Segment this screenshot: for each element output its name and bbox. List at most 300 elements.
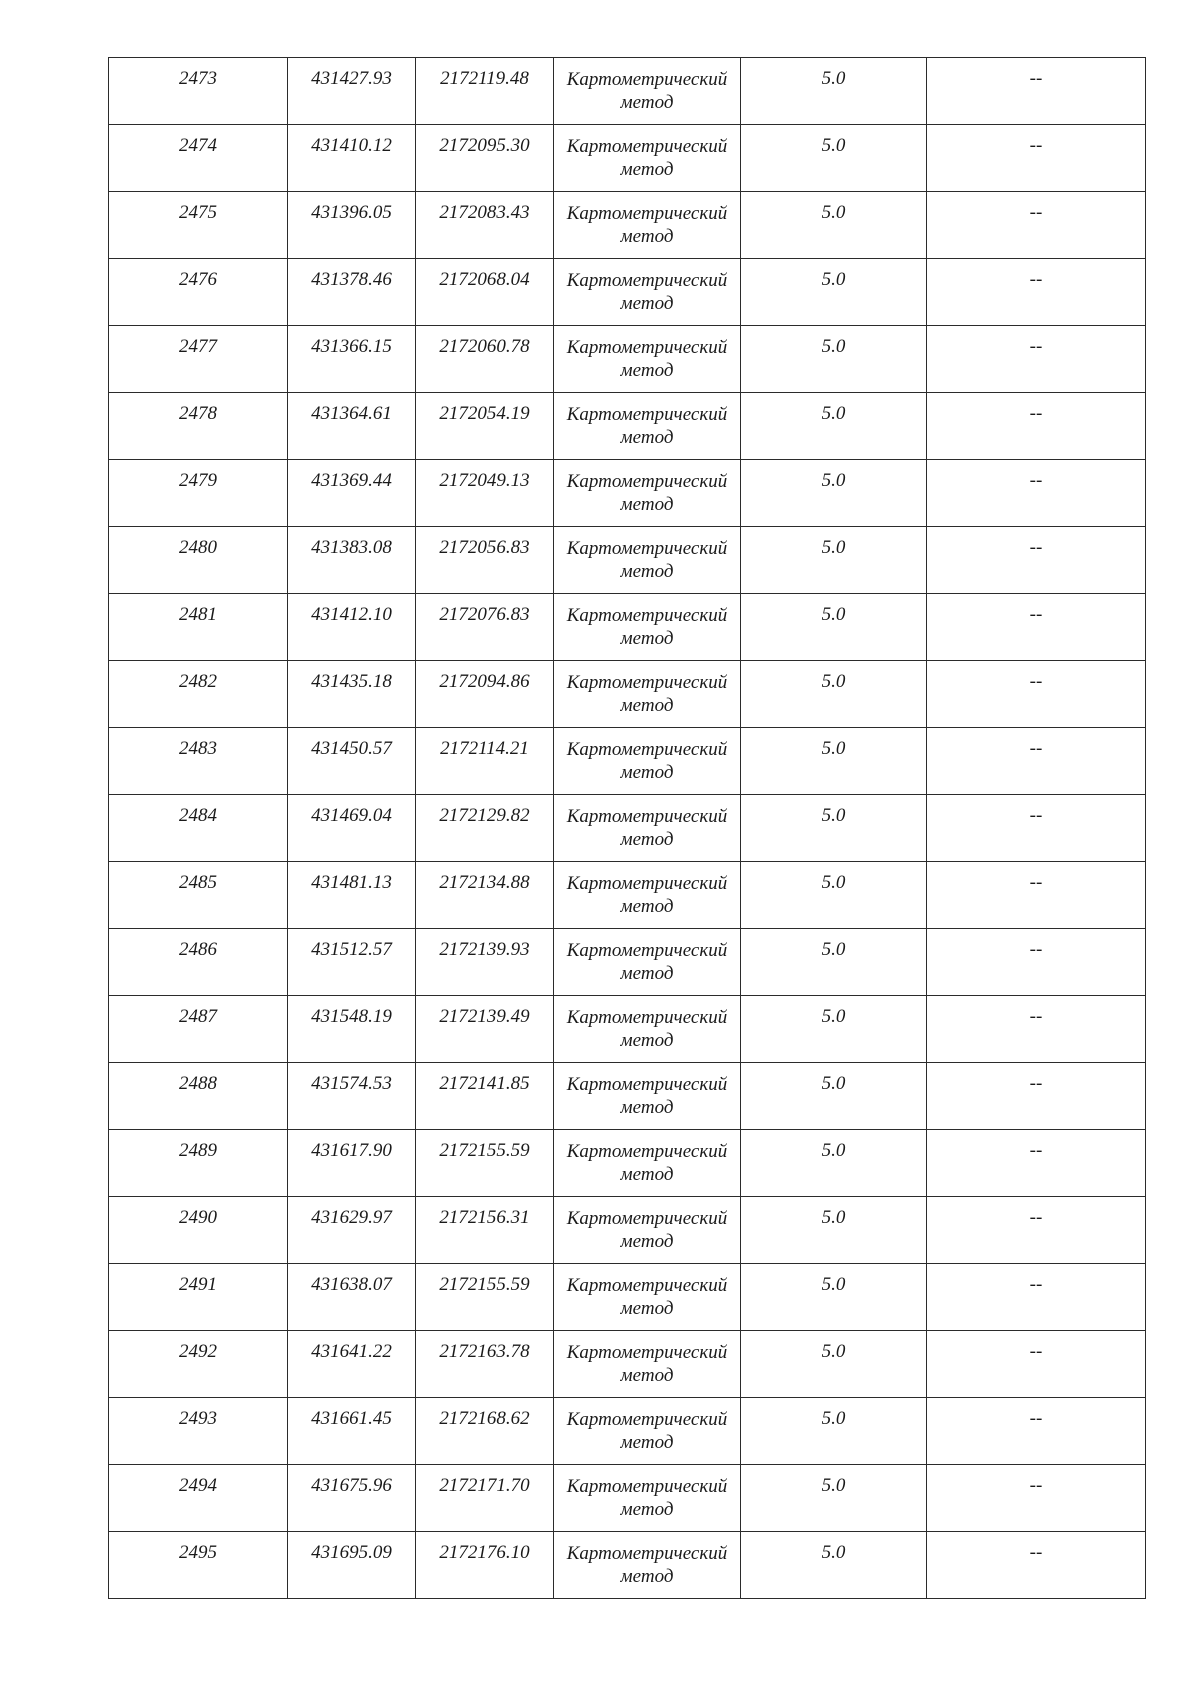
note-cell: [927, 594, 1146, 661]
point-number-cell-text: 2478: [179, 403, 217, 424]
table-row: [109, 1532, 1146, 1599]
accuracy-cell-text: 5.0: [821, 1341, 846, 1362]
note-cell-text: --: [1029, 604, 1043, 625]
note-cell: [927, 661, 1146, 728]
method-cell-text: Картометрический метод: [566, 1543, 728, 1587]
accuracy-cell: [741, 460, 927, 527]
y-coordinate-cell-text: 2172114.21: [440, 738, 529, 759]
table-row: [109, 125, 1146, 192]
note-cell-text: --: [1029, 1542, 1043, 1563]
method-cell-text: Картометрический метод: [566, 136, 728, 180]
note-cell-text: --: [1029, 269, 1043, 290]
x-coordinate-cell-text: 431364.61: [311, 403, 392, 424]
table-row: [109, 862, 1146, 929]
accuracy-cell-text: 5.0: [821, 1475, 846, 1496]
table-row: [109, 1264, 1146, 1331]
note-cell-text: --: [1029, 1207, 1043, 1228]
method-cell: [554, 460, 741, 527]
point-number-cell-text: 2492: [179, 1341, 217, 1362]
method-cell-text: Картометрический метод: [566, 538, 728, 582]
x-coordinate-cell: [288, 594, 416, 661]
method-cell: [554, 1532, 741, 1599]
x-coordinate-cell-text: 431427.93: [311, 68, 392, 89]
note-cell: [927, 1532, 1146, 1599]
accuracy-cell: [741, 259, 927, 326]
point-number-cell: [109, 1197, 288, 1264]
y-coordinate-cell-text: 2172094.86: [439, 671, 530, 692]
accuracy-cell: [741, 393, 927, 460]
point-number-cell-text: 2477: [179, 336, 217, 357]
x-coordinate-cell-text: 431661.45: [311, 1408, 392, 1429]
note-cell-text: --: [1029, 470, 1043, 491]
method-cell-text: Картометрический метод: [566, 404, 728, 448]
x-coordinate-cell: [288, 1264, 416, 1331]
point-number-cell: [109, 192, 288, 259]
y-coordinate-cell-text: 2172056.83: [439, 537, 530, 558]
point-number-cell: [109, 795, 288, 862]
method-cell: [554, 594, 741, 661]
point-number-cell-text: 2481: [179, 604, 217, 625]
y-coordinate-cell-text: 2172168.62: [439, 1408, 530, 1429]
x-coordinate-cell: [288, 58, 416, 125]
x-coordinate-cell-text: 431396.05: [311, 202, 392, 223]
x-coordinate-cell-text: 431638.07: [311, 1274, 392, 1295]
table-row: [109, 326, 1146, 393]
method-cell-text: Картометрический метод: [566, 1409, 728, 1453]
method-cell: [554, 929, 741, 996]
accuracy-cell: [741, 1130, 927, 1197]
method-cell: [554, 1063, 741, 1130]
accuracy-cell: [741, 1063, 927, 1130]
point-number-cell-text: 2474: [179, 135, 217, 156]
note-cell: [927, 527, 1146, 594]
x-coordinate-cell: [288, 1197, 416, 1264]
y-coordinate-cell: [416, 996, 554, 1063]
accuracy-cell: [741, 1264, 927, 1331]
x-coordinate-cell-text: 431629.97: [311, 1207, 392, 1228]
note-cell-text: --: [1029, 1274, 1043, 1295]
y-coordinate-cell-text: 2172068.04: [439, 269, 530, 290]
point-number-cell: [109, 862, 288, 929]
table-row: [109, 1331, 1146, 1398]
note-cell: [927, 460, 1146, 527]
note-cell-text: --: [1029, 872, 1043, 893]
note-cell: [927, 393, 1146, 460]
note-cell-text: --: [1029, 1006, 1043, 1027]
y-coordinate-cell: [416, 1331, 554, 1398]
x-coordinate-cell: [288, 1130, 416, 1197]
x-coordinate-cell-text: 431378.46: [311, 269, 392, 290]
accuracy-cell: [741, 326, 927, 393]
accuracy-cell: [741, 58, 927, 125]
method-cell: [554, 192, 741, 259]
accuracy-cell-text: 5.0: [821, 470, 846, 491]
y-coordinate-cell-text: 2172155.59: [439, 1274, 530, 1295]
table-row: [109, 929, 1146, 996]
method-cell-text: Картометрический метод: [566, 471, 728, 515]
note-cell: [927, 1130, 1146, 1197]
table-row: [109, 192, 1146, 259]
note-cell: [927, 1197, 1146, 1264]
method-cell-text: Картометрический метод: [566, 1074, 728, 1118]
x-coordinate-cell: [288, 996, 416, 1063]
note-cell: [927, 125, 1146, 192]
y-coordinate-cell: [416, 393, 554, 460]
note-cell: [927, 192, 1146, 259]
method-cell-text: Картометрический метод: [566, 806, 728, 850]
note-cell-text: --: [1029, 336, 1043, 357]
accuracy-cell-text: 5.0: [821, 135, 846, 156]
accuracy-cell-text: 5.0: [821, 202, 846, 223]
accuracy-cell-text: 5.0: [821, 1542, 846, 1563]
note-cell-text: --: [1029, 202, 1043, 223]
method-cell-text: Картометрический метод: [566, 1342, 728, 1386]
method-cell-text: Картометрический метод: [566, 69, 728, 113]
x-coordinate-cell: [288, 527, 416, 594]
accuracy-cell: [741, 862, 927, 929]
point-number-cell: [109, 594, 288, 661]
accuracy-cell-text: 5.0: [821, 537, 846, 558]
accuracy-cell: [741, 1197, 927, 1264]
accuracy-cell-text: 5.0: [821, 1006, 846, 1027]
method-cell-text: Картометрический метод: [566, 873, 728, 917]
method-cell: [554, 661, 741, 728]
method-cell-text: Картометрический метод: [566, 605, 728, 649]
method-cell: [554, 728, 741, 795]
y-coordinate-cell-text: 2172171.70: [439, 1475, 530, 1496]
x-coordinate-cell-text: 431512.57: [311, 939, 392, 960]
y-coordinate-cell: [416, 661, 554, 728]
table-row: [109, 393, 1146, 460]
note-cell-text: --: [1029, 135, 1043, 156]
point-number-cell: [109, 929, 288, 996]
x-coordinate-cell: [288, 460, 416, 527]
accuracy-cell-text: 5.0: [821, 671, 846, 692]
y-coordinate-cell-text: 2172134.88: [439, 872, 530, 893]
method-cell: [554, 527, 741, 594]
y-coordinate-cell: [416, 1063, 554, 1130]
y-coordinate-cell-text: 2172139.93: [439, 939, 530, 960]
point-number-cell: [109, 1331, 288, 1398]
y-coordinate-cell: [416, 1264, 554, 1331]
accuracy-cell-text: 5.0: [821, 1274, 846, 1295]
method-cell: [554, 862, 741, 929]
y-coordinate-cell-text: 2172054.19: [439, 403, 530, 424]
x-coordinate-cell-text: 431435.18: [311, 671, 392, 692]
x-coordinate-cell-text: 431366.15: [311, 336, 392, 357]
method-cell-text: Картометрический метод: [566, 1476, 728, 1520]
point-number-cell: [109, 996, 288, 1063]
y-coordinate-cell-text: 2172049.13: [439, 470, 530, 491]
method-cell-text: Картометрический метод: [566, 337, 728, 381]
x-coordinate-cell: [288, 326, 416, 393]
accuracy-cell: [741, 1398, 927, 1465]
note-cell: [927, 58, 1146, 125]
table-row: [109, 594, 1146, 661]
x-coordinate-cell-text: 431412.10: [311, 604, 392, 625]
note-cell-text: --: [1029, 1073, 1043, 1094]
method-cell-text: Картометрический метод: [566, 203, 728, 247]
accuracy-cell: [741, 929, 927, 996]
point-number-cell: [109, 58, 288, 125]
x-coordinate-cell-text: 431410.12: [311, 135, 392, 156]
x-coordinate-cell: [288, 728, 416, 795]
accuracy-cell: [741, 125, 927, 192]
table-row: [109, 527, 1146, 594]
method-cell: [554, 1130, 741, 1197]
y-coordinate-cell: [416, 192, 554, 259]
accuracy-cell: [741, 1465, 927, 1532]
note-cell: [927, 1331, 1146, 1398]
accuracy-cell: [741, 527, 927, 594]
point-number-cell-text: 2491: [179, 1274, 217, 1295]
y-coordinate-cell-text: 2172076.83: [439, 604, 530, 625]
table-row: [109, 795, 1146, 862]
point-number-cell-text: 2484: [179, 805, 217, 826]
method-cell: [554, 1331, 741, 1398]
y-coordinate-cell: [416, 1398, 554, 1465]
point-number-cell: [109, 125, 288, 192]
method-cell: [554, 393, 741, 460]
accuracy-cell: [741, 795, 927, 862]
x-coordinate-cell: [288, 125, 416, 192]
accuracy-cell: [741, 661, 927, 728]
accuracy-cell-text: 5.0: [821, 403, 846, 424]
note-cell-text: --: [1029, 738, 1043, 759]
accuracy-cell: [741, 1331, 927, 1398]
note-cell-text: --: [1029, 1140, 1043, 1161]
y-coordinate-cell-text: 2172139.49: [439, 1006, 530, 1027]
y-coordinate-cell: [416, 1465, 554, 1532]
x-coordinate-cell: [288, 393, 416, 460]
note-cell: [927, 728, 1146, 795]
x-coordinate-cell: [288, 1465, 416, 1532]
y-coordinate-cell-text: 2172119.48: [440, 68, 529, 89]
x-coordinate-cell: [288, 795, 416, 862]
x-coordinate-cell-text: 431481.13: [311, 872, 392, 893]
table-row: [109, 1398, 1146, 1465]
point-number-cell-text: 2495: [179, 1542, 217, 1563]
point-number-cell: [109, 1063, 288, 1130]
point-number-cell: [109, 1532, 288, 1599]
accuracy-cell-text: 5.0: [821, 738, 846, 759]
y-coordinate-cell: [416, 1532, 554, 1599]
table-row: [109, 728, 1146, 795]
y-coordinate-cell-text: 2172176.10: [439, 1542, 530, 1563]
table-row: [109, 1197, 1146, 1264]
x-coordinate-cell-text: 431369.44: [311, 470, 392, 491]
x-coordinate-cell: [288, 929, 416, 996]
method-cell-text: Картометрический метод: [566, 940, 728, 984]
method-cell: [554, 58, 741, 125]
accuracy-cell-text: 5.0: [821, 1140, 846, 1161]
method-cell-text: Картометрический метод: [566, 1141, 728, 1185]
point-number-cell: [109, 1465, 288, 1532]
point-number-cell: [109, 527, 288, 594]
x-coordinate-cell: [288, 259, 416, 326]
point-number-cell-text: 2493: [179, 1408, 217, 1429]
table-row: [109, 1130, 1146, 1197]
table-row: [109, 460, 1146, 527]
y-coordinate-cell-text: 2172141.85: [439, 1073, 530, 1094]
y-coordinate-cell: [416, 125, 554, 192]
table-row: [109, 1063, 1146, 1130]
note-cell: [927, 326, 1146, 393]
note-cell: [927, 259, 1146, 326]
y-coordinate-cell-text: 2172163.78: [439, 1341, 530, 1362]
x-coordinate-cell: [288, 1398, 416, 1465]
point-number-cell-text: 2490: [179, 1207, 217, 1228]
note-cell-text: --: [1029, 939, 1043, 960]
method-cell-text: Картометрический метод: [566, 672, 728, 716]
x-coordinate-cell: [288, 1532, 416, 1599]
accuracy-cell-text: 5.0: [821, 269, 846, 290]
coordinates-table: [108, 57, 1146, 1599]
x-coordinate-cell: [288, 192, 416, 259]
note-cell-text: --: [1029, 1475, 1043, 1496]
note-cell-text: --: [1029, 537, 1043, 558]
method-cell: [554, 795, 741, 862]
accuracy-cell: [741, 1532, 927, 1599]
y-coordinate-cell: [416, 259, 554, 326]
accuracy-cell: [741, 594, 927, 661]
point-number-cell-text: 2483: [179, 738, 217, 759]
accuracy-cell-text: 5.0: [821, 604, 846, 625]
y-coordinate-cell-text: 2172060.78: [439, 336, 530, 357]
y-coordinate-cell: [416, 326, 554, 393]
accuracy-cell: [741, 996, 927, 1063]
accuracy-cell-text: 5.0: [821, 939, 846, 960]
x-coordinate-cell: [288, 862, 416, 929]
accuracy-cell-text: 5.0: [821, 1408, 846, 1429]
x-coordinate-cell-text: 431641.22: [311, 1341, 392, 1362]
note-cell-text: --: [1029, 671, 1043, 692]
note-cell: [927, 1063, 1146, 1130]
method-cell-text: Картометрический метод: [566, 1007, 728, 1051]
note-cell-text: --: [1029, 1408, 1043, 1429]
note-cell-text: --: [1029, 805, 1043, 826]
method-cell: [554, 326, 741, 393]
table-row: [109, 259, 1146, 326]
x-coordinate-cell: [288, 1063, 416, 1130]
method-cell: [554, 259, 741, 326]
point-number-cell-text: 2489: [179, 1140, 217, 1161]
accuracy-cell: [741, 728, 927, 795]
method-cell: [554, 1465, 741, 1532]
note-cell: [927, 929, 1146, 996]
point-number-cell: [109, 1130, 288, 1197]
x-coordinate-cell: [288, 661, 416, 728]
coordinates-table-body: [109, 58, 1146, 1599]
note-cell-text: --: [1029, 68, 1043, 89]
y-coordinate-cell: [416, 862, 554, 929]
note-cell-text: --: [1029, 403, 1043, 424]
y-coordinate-cell-text: 2172095.30: [439, 135, 530, 156]
point-number-cell: [109, 1264, 288, 1331]
method-cell: [554, 996, 741, 1063]
accuracy-cell-text: 5.0: [821, 68, 846, 89]
y-coordinate-cell: [416, 58, 554, 125]
accuracy-cell-text: 5.0: [821, 872, 846, 893]
table-row: [109, 661, 1146, 728]
x-coordinate-cell-text: 431469.04: [311, 805, 392, 826]
point-number-cell: [109, 326, 288, 393]
point-number-cell: [109, 259, 288, 326]
y-coordinate-cell: [416, 728, 554, 795]
x-coordinate-cell-text: 431383.08: [311, 537, 392, 558]
point-number-cell-text: 2486: [179, 939, 217, 960]
y-coordinate-cell: [416, 594, 554, 661]
point-number-cell-text: 2475: [179, 202, 217, 223]
x-coordinate-cell-text: 431617.90: [311, 1140, 392, 1161]
point-number-cell: [109, 460, 288, 527]
accuracy-cell-text: 5.0: [821, 1207, 846, 1228]
method-cell-text: Картометрический метод: [566, 1275, 728, 1319]
x-coordinate-cell-text: 431574.53: [311, 1073, 392, 1094]
table-row: [109, 58, 1146, 125]
method-cell-text: Картометрический метод: [566, 1208, 728, 1252]
method-cell: [554, 1197, 741, 1264]
table-row: [109, 996, 1146, 1063]
note-cell: [927, 862, 1146, 929]
method-cell-text: Картометрический метод: [566, 270, 728, 314]
accuracy-cell-text: 5.0: [821, 1073, 846, 1094]
point-number-cell: [109, 728, 288, 795]
point-number-cell-text: 2488: [179, 1073, 217, 1094]
accuracy-cell: [741, 192, 927, 259]
y-coordinate-cell-text: 2172156.31: [439, 1207, 530, 1228]
y-coordinate-cell: [416, 795, 554, 862]
y-coordinate-cell-text: 2172155.59: [439, 1140, 530, 1161]
x-coordinate-cell-text: 431675.96: [311, 1475, 392, 1496]
point-number-cell-text: 2473: [179, 68, 217, 89]
x-coordinate-cell-text: 431548.19: [311, 1006, 392, 1027]
note-cell: [927, 996, 1146, 1063]
point-number-cell: [109, 393, 288, 460]
point-number-cell-text: 2494: [179, 1475, 217, 1496]
table-row: [109, 1465, 1146, 1532]
y-coordinate-cell: [416, 929, 554, 996]
y-coordinate-cell: [416, 1130, 554, 1197]
method-cell-text: Картометрический метод: [566, 739, 728, 783]
y-coordinate-cell: [416, 460, 554, 527]
method-cell: [554, 1398, 741, 1465]
accuracy-cell-text: 5.0: [821, 336, 846, 357]
y-coordinate-cell: [416, 527, 554, 594]
point-number-cell-text: 2487: [179, 1006, 217, 1027]
method-cell: [554, 125, 741, 192]
note-cell-text: --: [1029, 1341, 1043, 1362]
point-number-cell: [109, 1398, 288, 1465]
y-coordinate-cell-text: 2172129.82: [439, 805, 530, 826]
x-coordinate-cell-text: 431695.09: [311, 1542, 392, 1563]
point-number-cell-text: 2479: [179, 470, 217, 491]
accuracy-cell-text: 5.0: [821, 805, 846, 826]
point-number-cell-text: 2485: [179, 872, 217, 893]
note-cell: [927, 1264, 1146, 1331]
method-cell: [554, 1264, 741, 1331]
point-number-cell-text: 2476: [179, 269, 217, 290]
point-number-cell: [109, 661, 288, 728]
note-cell: [927, 1465, 1146, 1532]
note-cell: [927, 1398, 1146, 1465]
x-coordinate-cell-text: 431450.57: [311, 738, 392, 759]
point-number-cell-text: 2482: [179, 671, 217, 692]
y-coordinate-cell: [416, 1197, 554, 1264]
note-cell: [927, 795, 1146, 862]
x-coordinate-cell: [288, 1331, 416, 1398]
point-number-cell-text: 2480: [179, 537, 217, 558]
